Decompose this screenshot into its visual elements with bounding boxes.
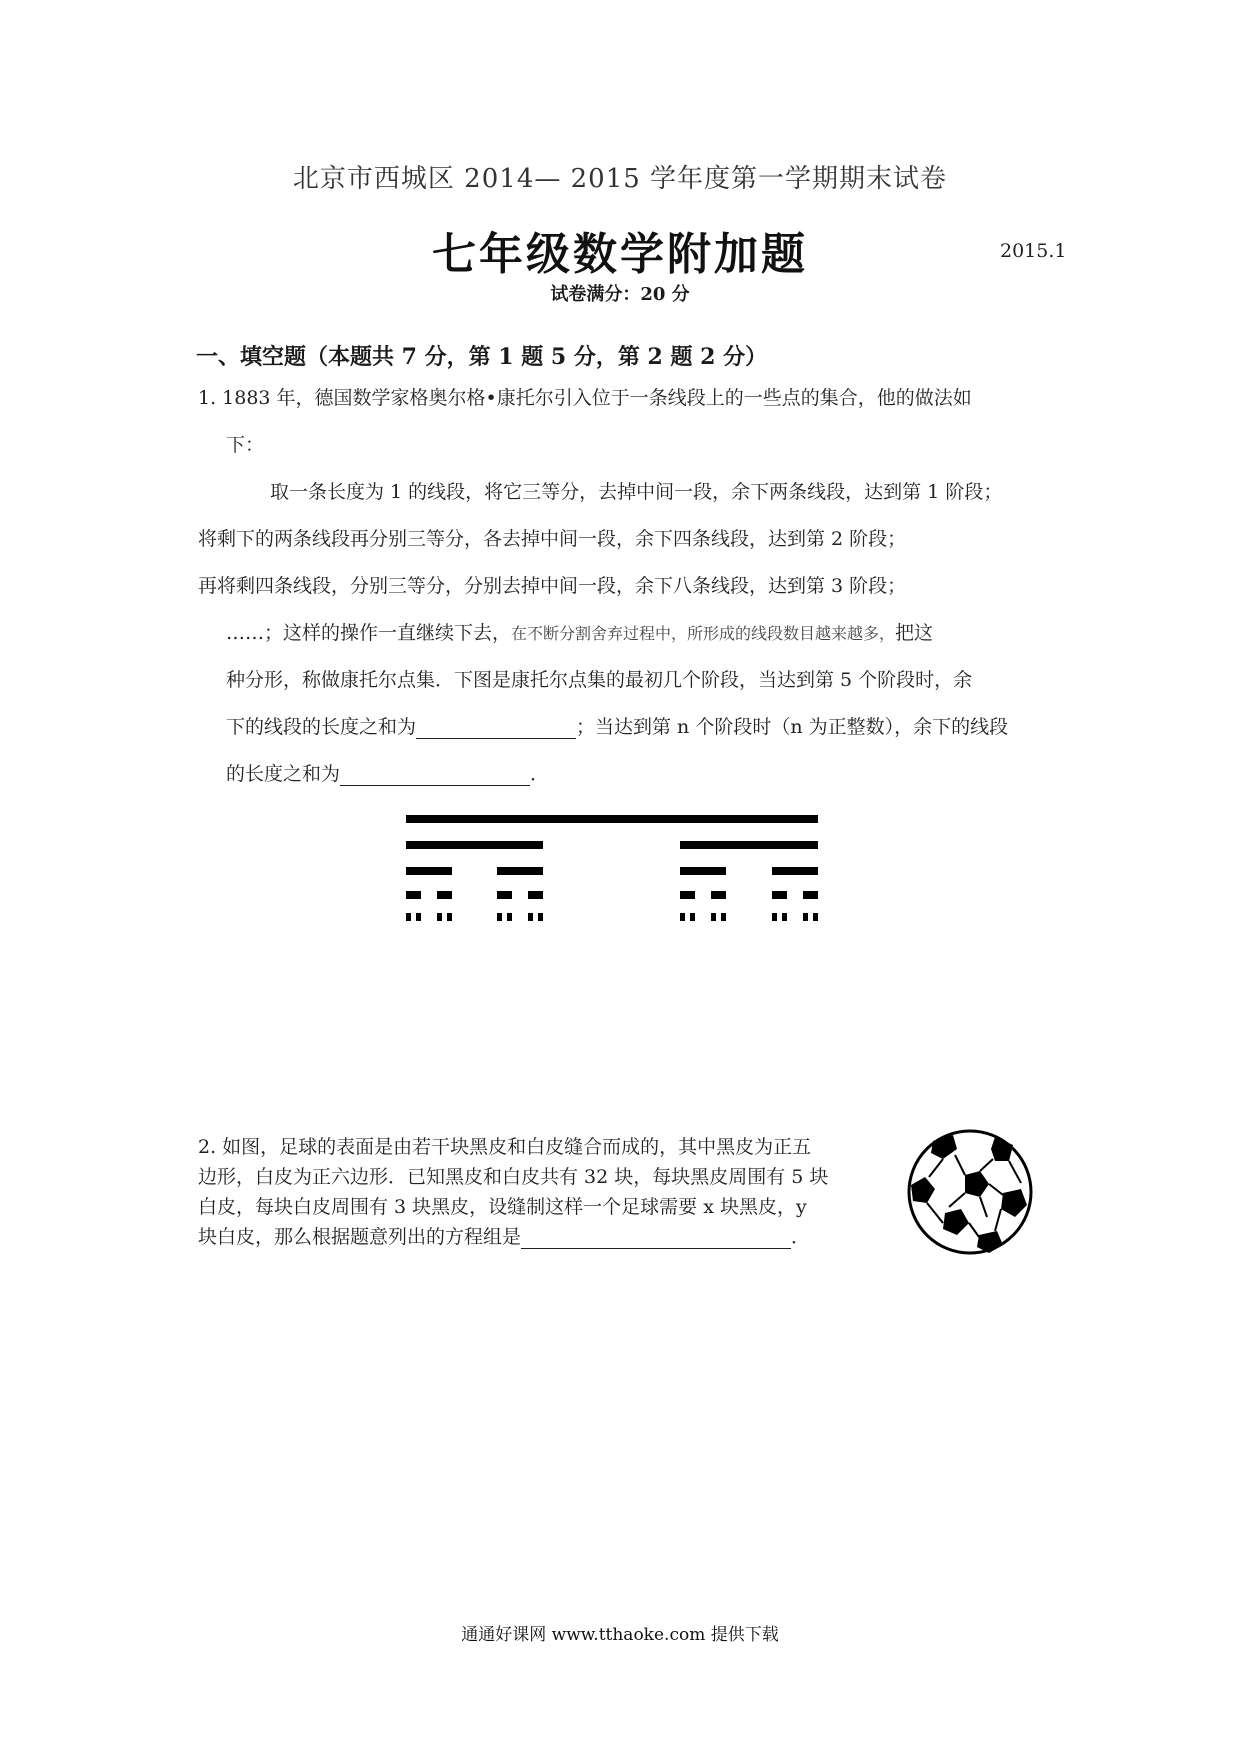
- q1-line-3: 取一条长度为 1 的线段，将它三等分，去掉中间一段，余下两条线段，达到第 1 阶段；: [270, 481, 1003, 503]
- q1-line-9-text-b: ．: [530, 763, 550, 785]
- cantor-segment: [680, 891, 695, 899]
- cantor-stage-3: [406, 891, 818, 899]
- cantor-segment: [813, 913, 818, 921]
- exam-date: 2015.1: [1000, 240, 1067, 262]
- cantor-segment: [447, 913, 452, 921]
- cantor-segment: [680, 867, 726, 875]
- q1-line-6-part-b: 在不断分割舍弃过程中，所形成的线段数目越来越多，: [511, 624, 896, 643]
- cantor-segment: [772, 913, 777, 921]
- q1-line-4: 将剩下的两条线段再分别三等分，各去掉中间一段，余下四条线段，达到第 2 阶段；: [198, 528, 907, 550]
- footer-note: 通通好课网 www.tthaoke.com 提供下载: [461, 1625, 779, 1645]
- q2-line-4-text-b: ．: [791, 1226, 811, 1248]
- q2-line-3: 白皮，每块白皮周围有 3 块黑皮，设缝制这样一个足球需要 x 块黑皮，y: [198, 1196, 807, 1218]
- q2-line-4-text-a: 块白皮，那么根据题意列出的方程组是: [198, 1226, 522, 1248]
- cantor-segment: [497, 867, 543, 875]
- cantor-segment: [803, 913, 808, 921]
- cantor-segment: [772, 891, 787, 899]
- cantor-segment: [528, 913, 533, 921]
- cantor-segment: [772, 867, 818, 875]
- cantor-segment: [711, 891, 726, 899]
- q1-line-8: [226, 712, 1008, 739]
- cantor-segment: [437, 913, 442, 921]
- answer-blank-equations[interactable]: [521, 1228, 791, 1249]
- cantor-segment: [497, 913, 502, 921]
- cantor-stage-0: [406, 815, 818, 823]
- q1-line-1: 1. 1883 年，德国数学家格奥尔格•康托尔引入位于一条线段上的一些点的集合，他的做法如: [198, 387, 972, 409]
- q1-line-9-text-a: 的长度之和为: [226, 763, 341, 785]
- q1-line-6-part-a: ……；这样的操作一直继续下去，: [226, 622, 512, 644]
- q1-line-6: [226, 618, 933, 645]
- cantor-stage-4: [406, 913, 818, 921]
- exam-header: 北京市西城区 2014— 2015 学年度第一学期期末试卷: [292, 164, 948, 194]
- cantor-segment: [721, 913, 726, 921]
- cantor-segment: [690, 913, 695, 921]
- cantor-segment: [406, 867, 452, 875]
- q2-line-2: 边形，白皮为正六边形．已知黑皮和白皮共有 32 块，每块黑皮周围有 5 块: [198, 1166, 829, 1188]
- q2-line-1: 2. 如图，足球的表面是由若干块黑皮和白皮缝合而成的，其中黑皮为正五: [198, 1136, 812, 1158]
- q1-line-8-text-a: 下的线段的长度之和为: [226, 716, 417, 738]
- answer-blank-stage5[interactable]: [416, 718, 576, 739]
- q1-line-6-part-c: 把这: [895, 622, 934, 644]
- cantor-segment: [680, 913, 685, 921]
- cantor-segment: [416, 913, 421, 921]
- section-heading: 一、填空题（本题共 7 分，第 1 题 5 分，第 2 题 2 分）: [196, 344, 768, 370]
- paper-title: 七年级数学附加题: [432, 229, 808, 280]
- full-score: 试卷满分：20 分: [550, 284, 690, 305]
- cantor-segment: [406, 815, 818, 823]
- cantor-segment: [406, 841, 543, 849]
- cantor-segment: [437, 891, 452, 899]
- cantor-segment: [406, 891, 421, 899]
- q1-line-8-text-b: ；当达到第 n 个阶段时（n 为正整数），余下的线段: [576, 716, 1009, 738]
- cantor-segment: [497, 891, 512, 899]
- cantor-segment: [528, 891, 543, 899]
- cantor-segment: [507, 913, 512, 921]
- cantor-segment: [782, 913, 787, 921]
- cantor-segment: [680, 841, 818, 849]
- cantor-segment: [711, 913, 716, 921]
- cantor-segment: [803, 891, 818, 899]
- q1-line-2: 下：: [226, 434, 265, 456]
- q2-line-4: [198, 1222, 810, 1249]
- q1-line-9: [226, 759, 549, 786]
- q1-line-5: 再将剩四条线段，分别三等分，分别去掉中间一段，余下八条线段，达到第 3 阶段；: [198, 575, 907, 597]
- cantor-segment: [406, 913, 411, 921]
- answer-blank-stage-n[interactable]: [340, 765, 530, 786]
- cantor-stage-1: [406, 841, 818, 849]
- cantor-segment: [538, 913, 543, 921]
- q1-line-7: 种分形，称做康托尔点集．下图是康托尔点集的最初几个阶段，当达到第 5 个阶段时，余: [226, 669, 973, 691]
- soccer-ball-icon: [905, 1127, 1035, 1257]
- cantor-stage-2: [406, 867, 818, 875]
